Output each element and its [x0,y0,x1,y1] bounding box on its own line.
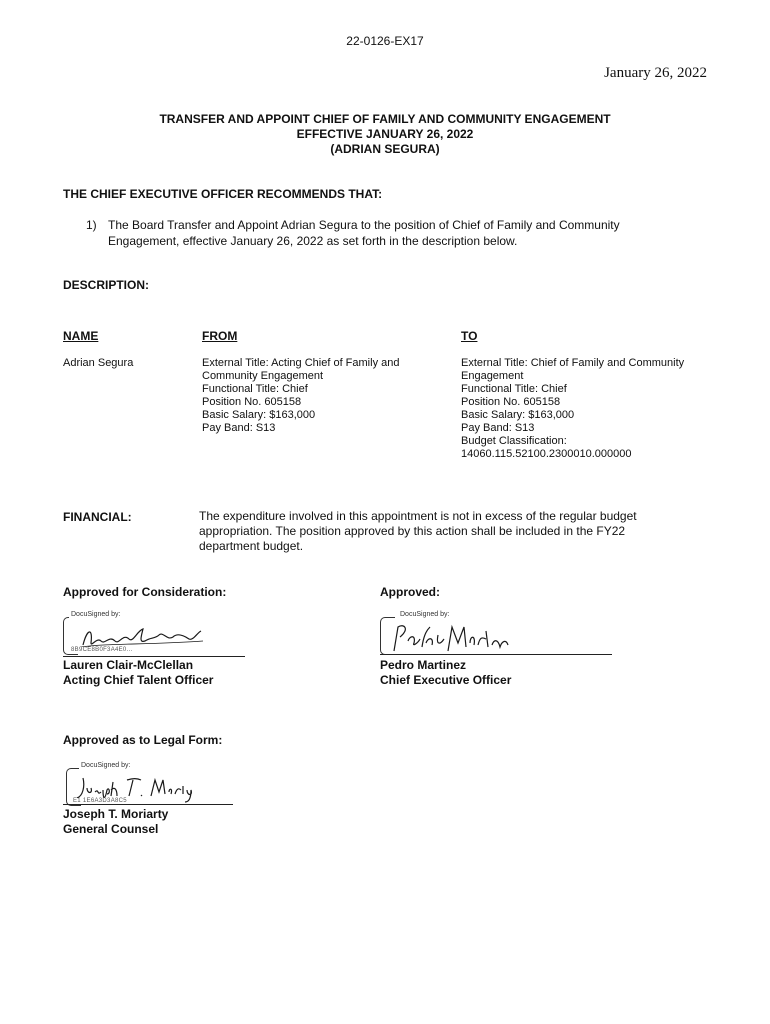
recommendation-line-1: The Board Transfer and Appoint Adrian Segura to the position of Chief of Family and Community [108,218,620,232]
signer-title: General Counsel [63,822,159,836]
from-line: External Title: Acting Chief of Family and [202,357,400,369]
docusign-block-consideration [63,611,248,661]
from-line: Community Engagement [202,370,324,382]
from-details [202,357,399,435]
from-line: Functional Title: Chief [202,383,308,395]
to-line: External Title: Chief of Family and Community [461,357,685,369]
signer-name: Pedro Martinez [380,658,467,672]
signer-block-consideration [63,658,213,688]
from-line: Position No. 605158 [202,396,302,408]
docusigned-label: DocuSigned by: [400,611,450,618]
signer-title: Chief Executive Officer [380,673,512,687]
signer-name: Lauren Clair-McClellan [63,658,194,672]
approved-heading: Approved: [380,585,440,599]
signer-title: Acting Chief Talent Officer [63,673,214,687]
to-line: Engagement [461,370,524,382]
column-header-name: NAME [63,329,99,343]
docusigned-label: DocuSigned by: [71,611,121,618]
financial-text [199,509,719,554]
to-line: Basic Salary: $163,000 [461,409,575,421]
financial-line: department budget. [199,539,304,553]
title-line-1: TRANSFER AND APPOINT CHIEF OF FAMILY AND COMMUNITY ENGAGEMENT [159,112,611,126]
description-heading: DESCRIPTION: [63,278,150,292]
approved-legal-form-heading: Approved as to Legal Form: [63,733,223,747]
envelope-id-legal: E1 1E6A3D3A8C5 [73,798,127,804]
column-header-from: FROM [202,329,238,343]
financial-label: FINANCIAL: [63,510,132,524]
signature-image-approved [390,621,510,653]
to-line: Position No. 605158 [461,396,561,408]
column-header-to: TO [461,329,478,343]
title-line-2: EFFECTIVE JANUARY 26, 2022 [296,127,474,141]
docusigned-label: DocuSigned by: [81,762,131,769]
title-line-3: (ADRIAN SEGURA) [330,142,440,156]
document-number: 22-0126-EX17 [346,34,424,48]
appointee-name: Adrian Segura [63,357,134,369]
to-line: Pay Band: S13 [461,422,535,434]
to-details [461,357,684,461]
signer-block-legal [63,807,168,837]
signer-name: Joseph T. Moriarty [63,807,169,821]
from-line: Pay Band: S13 [202,422,276,434]
to-line: Budget Classification: [461,435,567,447]
recommendation-number: 1) [86,218,97,232]
to-line: 14060.115.52100.2300010.000000 [461,448,632,460]
approved-for-consideration-heading: Approved for Consideration: [63,585,227,599]
envelope-id-consideration: 8B9CE8B0F3A4E0... [71,647,133,653]
document-date: January 26, 2022 [604,65,707,81]
financial-line: appropriation. The position approved by this action shall be included in the FY22 [199,524,626,538]
signer-block-approved [380,658,511,688]
recommends-heading: THE CHIEF EXECUTIVE OFFICER RECOMMENDS THAT: [63,187,383,201]
from-line: Basic Salary: $163,000 [202,409,316,421]
docusign-block-legal [63,762,235,808]
recommendation-text [108,217,668,249]
docusign-block-approved [380,611,615,661]
financial-line: The expenditure involved in this appointment is not in excess of the regular budget [199,509,637,523]
document-title [0,112,770,157]
to-line: Functional Title: Chief [461,383,567,395]
recommendation-line-2: Engagement, effective January 26, 2022 as set forth in the description below. [108,234,518,248]
